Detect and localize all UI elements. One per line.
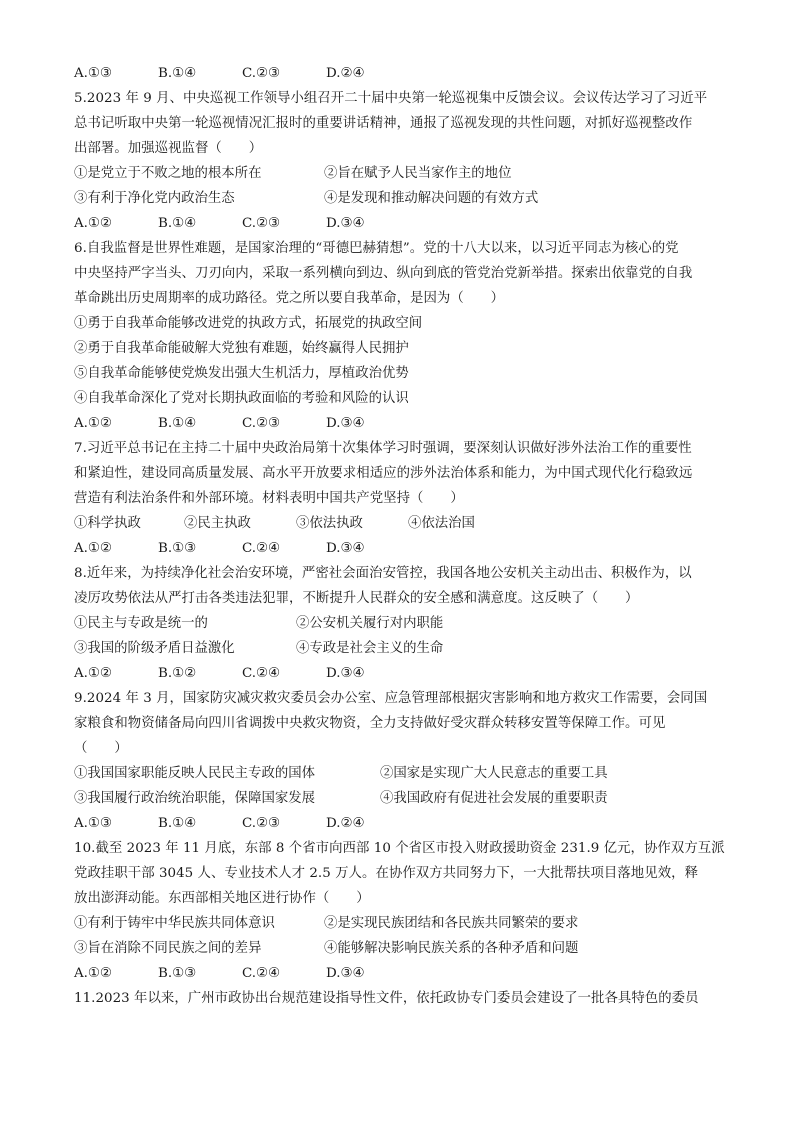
q6-stem-line: 中央坚持严字当头、刀刃向内，采取一系列横向到边、纵向到底的管党治党新举措。探索出依靠党的自我 — [74, 266, 693, 281]
q9-answer-d: D.②④ — [326, 816, 365, 831]
q5-stem-line: 总书记听取中央第一轮巡视情况汇报时的重要讲话精神，通报了巡视发现的共性问题，对抓好巡视整改作 — [74, 116, 693, 131]
q9-option-4: ④我国政府有促进社会发展的重要职责 — [380, 791, 608, 806]
q6-option-4: ④自我革命深化了党对长期执政面临的考验和风险的认识 — [74, 391, 409, 406]
q7-option-1: ①科学执政 — [74, 516, 141, 531]
q7-option-4: ④依法治国 — [408, 516, 475, 531]
q5-option-1: ①是党立于不败之地的根本所在 — [74, 166, 262, 181]
q10-option-4: ④能够解决影响民族关系的各种矛盾和问题 — [324, 941, 579, 956]
q7-stem-line: 营造有利法治条件和外部环境。材料表明中国共产党坚持（ ） — [74, 491, 464, 506]
q10-stem-line: 10.截至 2023 年 11 月底，东部 8 个省市向西部 10 个省区市投入财政援助资金 231.9 亿元，协作双方互派 — [74, 841, 725, 856]
q4-answer-a: A.①③ — [74, 66, 112, 81]
q5-stem-line: 5.2023 年 9 月、中央巡视工作领导小组召开二十届中央第一轮巡视集中反馈会议。会议传达学习了习近平 — [74, 91, 708, 106]
q7-answer-d: D.③④ — [326, 541, 365, 556]
q5-answer-b: B.①④ — [158, 216, 197, 231]
q10-answer-a: A.①② — [74, 966, 112, 981]
q9-answer-b: B.①④ — [158, 816, 197, 831]
q5-answer-c: C.②③ — [242, 216, 281, 231]
q10-option-1: ①有利于铸牢中华民族共同体意识 — [74, 916, 275, 931]
q10-stem-line: 党政挂职干部 3045 人、专业技术人才 2.5 万人。在协作双方共同努力下，一大批帮扶项目落地见效，释 — [74, 866, 699, 881]
q8-option-4: ④专政是社会主义的生命 — [296, 641, 444, 656]
q7-option-3: ③依法执政 — [296, 516, 363, 531]
q6-option-2: ②勇于自我革命能破解大党独有难题，始终赢得人民拥护 — [74, 341, 409, 356]
q6-stem-line: 6.自我监督是世界性难题，是国家治理的“哥德巴赫猜想”。党的十八大以来，以习近平同志为核心的党 — [74, 241, 679, 256]
q5-stem-line: 出部署。加强巡视监督（ ） — [74, 141, 263, 156]
q9-option-2: ②国家是实现广大人民意志的重要工具 — [380, 766, 608, 781]
q8-option-3: ③我国的阶级矛盾日益激化 — [74, 641, 235, 656]
q9-stem-line: 9.2024 年 3 月，国家防灾减灾救灾委员会办公室、应急管理部根据灾害影响和地方救灾工作需要，会同国 — [74, 691, 708, 706]
q8-answer-a: A.①② — [74, 666, 112, 681]
q8-option-2: ②公安机关履行对内职能 — [296, 616, 444, 631]
q6-answer-d: D.③④ — [326, 416, 365, 431]
q5-option-4: ④是发现和推动解决问题的有效方式 — [324, 191, 539, 206]
q5-option-2: ②旨在赋予人民当家作主的地位 — [324, 166, 512, 181]
q8-stem-line: 凌厉攻势依法从严打击各类违法犯罪，不断提升人民群众的安全感和满意度。这反映了（ ） — [74, 591, 639, 606]
q8-option-1: ①民主与专政是统一的 — [74, 616, 208, 631]
q4-answer-c: C.②③ — [242, 66, 281, 81]
q8-answer-b: B.①② — [158, 666, 197, 681]
q5-answer-d: D.③④ — [326, 216, 365, 231]
q10-option-2: ②是实现民族团结和各民族共同繁荣的要求 — [324, 916, 579, 931]
q5-option-3: ③有利于净化党内政治生态 — [74, 191, 235, 206]
q9-stem-line: （ ） — [74, 741, 128, 756]
q6-stem-line: 革命跳出历史周期率的成功路径。党之所以要自我革命，是因为（ ） — [74, 291, 505, 306]
q7-answer-b: B.①③ — [158, 541, 197, 556]
q9-answer-a: A.①③ — [74, 816, 112, 831]
q6-option-3: ⑤自我革命能够使党焕发出强大生机活力，厚植政治优势 — [74, 366, 409, 381]
q6-answer-c: C.②③ — [242, 416, 281, 431]
q7-answer-a: A.①② — [74, 541, 112, 556]
q8-answer-d: D.③④ — [326, 666, 365, 681]
q4-answer-d: D.②④ — [326, 66, 365, 81]
q10-answer-c: C.②④ — [242, 966, 281, 981]
q9-stem-line: 家粮食和物资储备局向四川省调拨中央救灾物资，全力支持做好受灾群众转移安置等保障工作。可见 — [74, 716, 666, 731]
q7-stem-line: 和紧迫性，建设同高质量发展、高水平开放要求相适应的涉外法治体系和能力，为中国式现代化行稳致远 — [74, 466, 693, 481]
q6-answer-a: A.①② — [74, 416, 112, 431]
q10-answer-d: D.③④ — [326, 966, 365, 981]
q8-stem-line: 8.近年来，为持续净化社会治安环境，严密社会面治安管控，我国各地公安机关主动出击、积极作为，以 — [74, 566, 692, 581]
q9-option-1: ①我国国家职能反映人民民主专政的国体 — [74, 766, 316, 781]
q7-stem-line: 7.习近平总书记在主持二十届中央政治局第十次集体学习时强调，要深刻认识做好涉外法治工作的重要性 — [74, 441, 692, 456]
q11-stem-line: 11.2023 年以来，广州市政协出台规范建设指导性文件，依托政协专门委员会建设了一批各具特色的委员 — [74, 991, 699, 1006]
q4-answer-b: B.①④ — [158, 66, 197, 81]
q9-option-3: ③我国履行政治统治职能，保障国家发展 — [74, 791, 316, 806]
q5-answer-a: A.①② — [74, 216, 112, 231]
q7-answer-c: C.②④ — [242, 541, 281, 556]
q10-answer-b: B.①③ — [158, 966, 197, 981]
q8-answer-c: C.②④ — [242, 666, 281, 681]
q10-stem-line: 放出澎湃动能。东西部相关地区进行协作（ ） — [74, 891, 370, 906]
q9-answer-c: C.②③ — [242, 816, 281, 831]
q7-option-2: ②民主执政 — [184, 516, 251, 531]
q10-option-3: ③旨在消除不同民族之间的差异 — [74, 941, 262, 956]
q6-answer-b: B.①④ — [158, 416, 197, 431]
q6-option-1: ①勇于自我革命能够改进党的执政方式，拓展党的执政空间 — [74, 316, 423, 331]
